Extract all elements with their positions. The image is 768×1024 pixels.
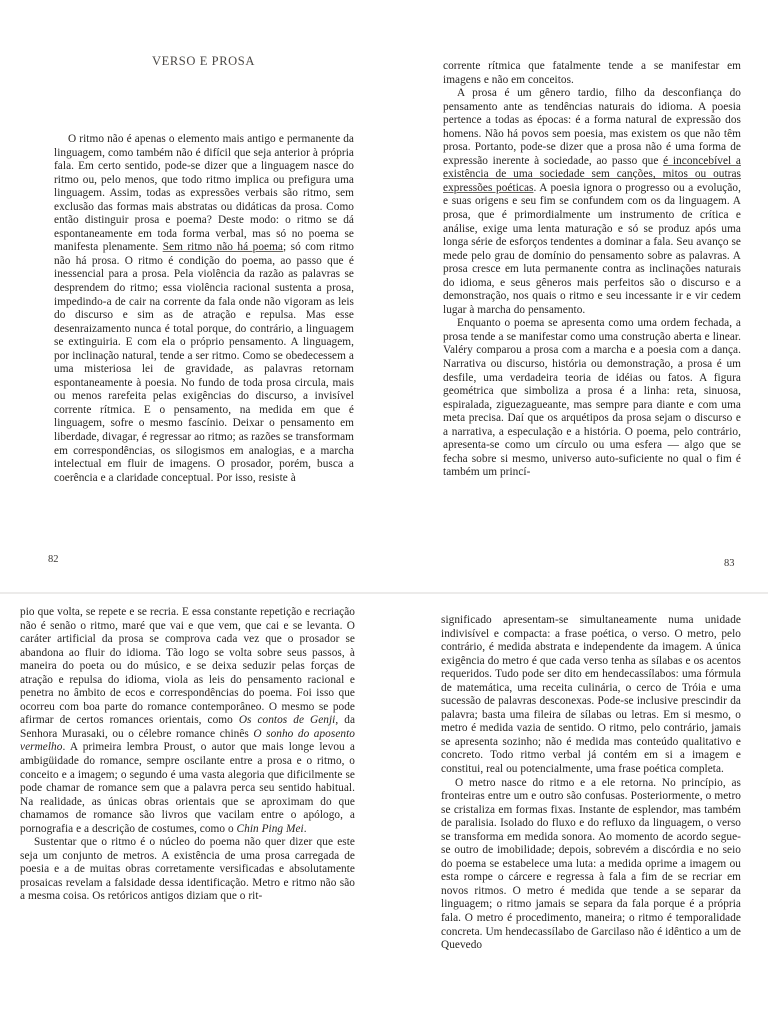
- paragraph: pio que volta, se repete e se recria. E essa constante repetição e recriação não é senão o ritmo, maré que vai e que vem, que cai e se levanta. O caráter artificial da prosa se comprova cada vez que o prosador se abandona ao fluir do idioma. Tão logo se volta sobre seus passos, à maneira do poeta ou do músico, e se deixa seduzir pelas forças de atração e repulsa do idioma, viola as leis do pensamento racional e penetra no âmbito de ecos e correspondências do poema. Foi isso que ocorreu com boa parte do romance contemporâneo. O mesmo se pode afirmar de certos romances orientais, como Os contos de Genji, da Senhora Murasaki, ou o célebre romance chinês O sonho do aposento vermelho. A primeira lembra Proust, o autor que mais longe levou a ambigüidade do romance, sempre oscilante entre a prosa e o ritmo, o conceito e a imagem; o segundo é uma vasta alegoria que dificilmente se pode chamar de romance sem que a palavra perca seu sentido habitual. Na realidade, as únicas obras orientais que se aproximam do que chamamos de romance são livros que vacilam entre o apólogo, a pornografia e a descrição de costumes, como o Chin Ping Mei.: [20, 606, 356, 835]
- page-number: 82: [48, 554, 59, 565]
- book-title: Os contos de Genji: [238, 714, 336, 727]
- paragraph: Sustentar que o ritmo é o núcleo do poema não quer dizer que este seja um conjunto de metros. A existência de uma prosa carregada de poesia e a de muitas obras corretamente versificadas e absolutamente prosaicas revelam a falsidade dessa identificação. Metro e ritmo não são a mesma coisa. Os retóricos antigos diziam que o rit-: [20, 836, 355, 903]
- book-title: Chin Ping Mei: [236, 822, 304, 835]
- page-82-text: [54, 133, 354, 485]
- page-83-text: [443, 60, 741, 480]
- page-84-text: [20, 606, 355, 904]
- paragraph: Enquanto o poema se apresenta como uma ordem fechada, a prosa tende a se manifestar como uma construção aberta e linear. Valéry comparou a prosa com a marcha e a poesia com a dança. Narrativa ou discurso, história ou demonstração, a prosa é um desfile, uma verdadeira teoria de idéias ou fatos. A figura geométrica que simboliza a prosa é a linha: reta, sinuosa, espiralada, ziguezagueante, mas sempre para diante e com uma meta precisa. Daí que os arquétipos da prosa sejam o discurso e a narrativa, a especulação e a história. O poema, pelo contrário, apresenta-se como um círculo ou uma esfera — algo que se fecha sobre si mesmo, universo auto-suficiente no qual o fim é também um princí-: [443, 317, 741, 479]
- page-85: [384, 594, 768, 1024]
- paragraph: O metro nasce do ritmo e a ele retorna. No princípio, as fronteiras entre um e outro são confusas. Posteriormente, o metro se cristaliza em formas fixas. Instante de esplendor, mas também de paralisia. Isolado do fluxo e do refluxo da linguagem, o verso se transforma em medida sonora. Ao momento de acordo segue-se outro de imobilidade; depois, sobrevém a discórdia e no seio do poema se estabelece uma luta: a medida oprime a imagem ou esta rompe o cárcere e regressa à fala a fim de se recriar em novos ritmos. O metro é medida que tende a se separar da linguagem; o ritmo jamais se separa da fala porque é a própria fala. O metro é procedimento, maneira; o ritmo é temporalidade concreta. Um hendecassílabo de Garcilaso não é idêntico a um de Quevedo: [441, 776, 741, 952]
- underlined-phrase: Sem ritmo não há poema: [162, 241, 283, 254]
- page-83: [384, 0, 768, 592]
- page-number: 83: [724, 558, 735, 569]
- page-85-text: [441, 614, 741, 953]
- book-title: O sonho do aposento vermelho: [20, 727, 355, 754]
- paragraph: O ritmo não é apenas o elemento mais antigo e permanente da linguagem, como também não é difícil que seja anterior à própria fala. Em certo sentido, pode-se dizer que a linguagem nasce do ritmo ou, pelo menos, que todo ritmo implica ou prefigura uma linguagem. Assim, todas as expressões verbais são ritmo, sem exclusão das formas mais abstratas ou didáticas da prosa. Como então distinguir prosa e poema? Deste modo: o ritmo se dá espontaneamente em toda forma verbal, mas só no poema se manifesta plenamente. Sem ritmo não há poema; só com ritmo não há prosa. O ritmo é condição do poema, ao passo que é inessencial para a prosa. Pela violência da razão as palavras se desprendem do ritmo; essa violência racional sustenta a prosa, impedindo-a de cair na corrente da fala onde não vigoram as leis do discurso e sim as de atração e repulsa. Mas esse desenraizamento nunca é total porque, do contrário, a linguagem se extinguiria. E com ela o próprio pensamento. A linguagem, por inclinação natural, tende a ser ritmo. Como se obedecessem a uma misteriosa lei de gravidade, as palavras retornam espontaneamente à poesia. No fundo de toda prosa circula, mais ou menos rarefeita pelas exigências do discurso, a invisível corrente rítmica. E o pensamento, na medida em que é linguagem, sofre o mesmo fascínio. Deixar o pensamento em liberdade, divagar, é regressar ao ritmo; as razões se transformam em correspondências, os silogismos em analogias, e a marcha intelectual em fluir de imagens. O prosador, porém, busca a coerência e a claridade conceptual. Por isso, resiste à: [54, 133, 354, 484]
- paragraph: corrente rítmica que fatalmente tende a se manifestar em imagens e não em conceitos.: [443, 60, 741, 86]
- page-84: [0, 594, 384, 1024]
- chapter-heading: VERSO E PROSA: [152, 54, 255, 68]
- underlined-phrase: é inconcebível a existência de uma sociedade sem canções, mitos ou outras expressões poéticas: [443, 154, 741, 194]
- paragraph: A prosa é um gênero tardio, filho da desconfiança do pensamento ante as tendências naturais do idioma. A poesia pertence a todas as épocas: é a forma natural de expressão dos homens. Não há povos sem poesia, mas existem os que não têm prosa. Portanto, pode-se dizer que a prosa não é uma forma de expressão inerente à sociedade, ao passo que é inconcebível a existência de uma sociedade sem canções, mitos ou outras expressões poéticas. A poesia ignora o progresso ou a evolução, e suas origens e seu fim se confundem com os da linguagem. A prosa, que é primordialmente um instrumento de crítica e análise, exige uma lenta maturação e só se produz após uma longa série de esforços tendentes a dominar a fala. Seu avanço se mede pelo grau de domínio do pensamento sobre as palavras. A prosa cresce em luta permanente contra as inclinações naturais do idioma, e seus gêneros mais perfeitos são o discurso e a demonstração, nos quais o ritmo e seu incessante ir e vir cedem lugar à marcha do pensamento.: [443, 87, 741, 316]
- paragraph: significado apresentam-se simultaneamente numa unidade indivisível e compacta: a frase poética, o verso. O metro, pelo contrário, é medida abstrata e independente da imagem. A única exigência do metro é que cada verso tenha as sílabas e os acentos requeridos. Tudo pode ser dito em hendecassílabos: uma fórmula de matemática, uma receita culinária, o cerco de Tróia e uma sucessão de palavras desconexas. Pode-se inclusive prescindir da palavra; basta uma fileira de sílabas ou letras. Em si mesmo, o metro é medida vazia de sentido. O ritmo, pelo contrário, jamais se apresenta sozinho; não é medida mas conteúdo qualitativo e concreto. Todo ritmo verbal já contém em si a imagem e constitui, real ou potencialmente, uma frase poética completa.: [441, 614, 741, 776]
- page-82: [0, 0, 384, 592]
